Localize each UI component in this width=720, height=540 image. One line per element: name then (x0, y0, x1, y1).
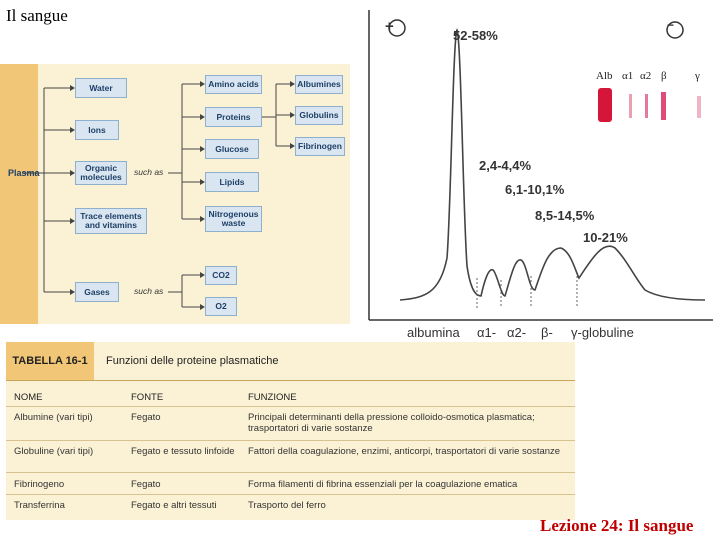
cathode-symbol: − (667, 18, 675, 32)
peak-label-alpha2: 6,1-10,1% (505, 182, 565, 197)
box-albumines: Albumines (295, 75, 343, 94)
box-ions: Ions (75, 120, 119, 140)
box-proteins: Proteins (205, 107, 262, 127)
table-cell: Fegato e altri tessuti (131, 500, 217, 511)
box-o2: O2 (205, 297, 237, 316)
gel-label-alpha2: α2 (640, 70, 652, 82)
box-lipids: Lipids (205, 172, 259, 192)
x-label-beta: β- (541, 325, 553, 340)
peak-label-beta: 8,5-14,5% (535, 208, 595, 223)
electrophoresis-trace (365, 8, 715, 342)
gel-label-alpha1: α1 (622, 70, 634, 82)
table-cell: Fegato (131, 412, 161, 423)
table-cell: Forma filamenti di fibrina essenziali per la coagulazione ematica (248, 479, 518, 490)
box-glucose: Glucose (205, 139, 259, 159)
peak-label-alpha1: 2,4-4,4% (479, 158, 532, 173)
table-header-bar (6, 342, 575, 381)
table-cell: Transferrina (14, 500, 65, 511)
box-water: Water (75, 78, 127, 98)
such-as-label: such as (134, 167, 164, 177)
box-globulins: Globulins (295, 106, 343, 125)
divider (6, 440, 575, 441)
column-header-nome: NOME (14, 392, 43, 403)
x-label-alpha2: α2- (507, 325, 527, 340)
plasma-connectors (0, 64, 350, 324)
table-cell: Trasporto del ferro (248, 500, 326, 511)
table-cell: Albumine (vari tipi) (14, 412, 93, 423)
table-cell: Principali determinanti della pressione colloido-osmotica plasmatica; trasportatori di varie sostanze (248, 412, 535, 434)
peak-label-albumin: 52-58% (453, 28, 498, 43)
x-label-albumina: albumina (407, 325, 460, 340)
x-label-alpha1: α1- (477, 325, 497, 340)
table-cell: Fegato (131, 479, 161, 490)
box-gases: Gases (75, 282, 119, 302)
box-amino-acids: Amino acids (205, 75, 262, 94)
divider (6, 472, 575, 473)
electrophoresis-figure (365, 8, 715, 342)
gel-label-beta: β (661, 70, 667, 82)
divider (6, 406, 575, 407)
slide-title: Il sangue (6, 6, 68, 25)
table-cell: Fattori della coagulazione, enzimi, anticorpi, trasportatori di varie sostanze (248, 446, 561, 457)
protein-functions-table (6, 342, 575, 520)
table-number: TABELLA 16-1 (6, 342, 94, 380)
table-cell: Globuline (vari tipi) (14, 446, 94, 457)
peak-label-gamma: 10-21% (583, 230, 628, 245)
table-cell: Fegato e tessuto linfoide (131, 446, 235, 457)
gel-label-alb: Alb (596, 70, 613, 82)
x-label-gamma-globuline: γ-globuline (571, 325, 634, 340)
such-as-label: such as (134, 286, 164, 296)
column-header-funzione: FUNZIONE (248, 392, 297, 403)
gel-label-gamma: γ (695, 70, 700, 82)
slide-footer: Lezione 24: Il sangue (540, 516, 694, 535)
table-cell: Fibrinogeno (14, 479, 65, 490)
plasma-diagram-content (0, 64, 350, 324)
box-fibrinogen: Fibrinogen (295, 137, 345, 156)
anode-symbol: + (385, 18, 394, 35)
divider (6, 494, 575, 495)
box-trace-elements: Trace elements and vitamins (75, 208, 147, 234)
box-nitrogenous-waste: Nitrogenous waste (205, 206, 262, 232)
column-header-fonte: FONTE (131, 392, 164, 403)
box-organic-molecules: Organic molecules (75, 161, 127, 185)
table-caption: Funzioni delle proteine plasmatiche (106, 355, 279, 367)
plasma-root-label: Plasma (8, 168, 40, 178)
box-co2: CO2 (205, 266, 237, 285)
